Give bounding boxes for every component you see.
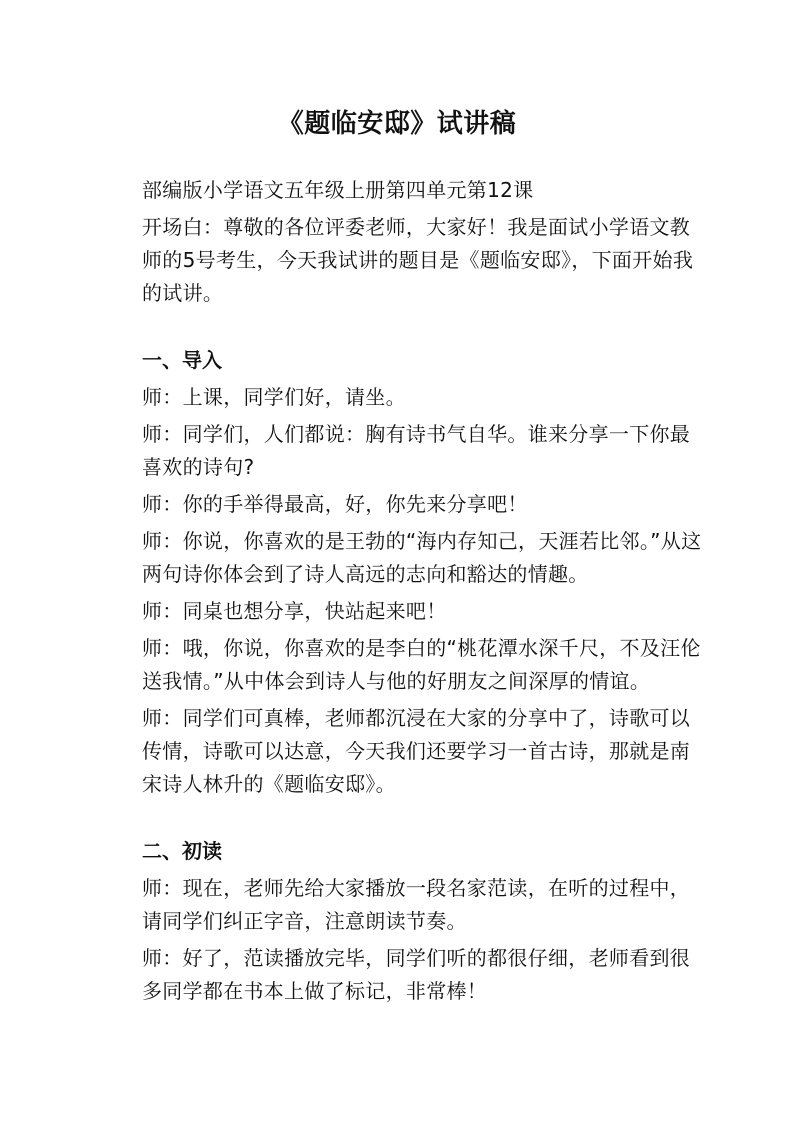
section-first-reading: [142, 835, 702, 1008]
paragraph: 师：好了，范读播放完毕，同学们听的都很仔细，老师看到很多同学都在书本上做了标记，非常棒！: [142, 946, 691, 1003]
section-heading: 二、初读: [142, 839, 222, 863]
opening-remarks: 开场白：尊敬的各位评委老师，大家好！我是面试小学语文教师的5号考生，今天我试讲的题目是《题临安邸》，下面开始我的试讲。: [142, 215, 694, 305]
paragraph: 师：你的手举得最高，好，你先来分享吧！: [142, 492, 528, 516]
section-intro: [142, 344, 702, 801]
document-body: [142, 174, 702, 1008]
paragraph: 师：同学们，人们都说：胸有诗书气自华。谁来分享一下你最喜欢的诗句?: [142, 422, 691, 479]
paragraph: 师：上课，同学们好，请坐。: [142, 385, 406, 409]
paragraph: 师：你说，你喜欢的是王勃的“海内存知己，天涯若比邻。”从这两句诗你体会到了诗人高远的志向和豁达的情趣。: [142, 529, 702, 586]
lesson-info: 部编版小学语文五年级上册第四单元第12课: [142, 178, 534, 202]
spacer: [142, 805, 702, 835]
paragraph: 师：哦，你说，你喜欢的是李白的“桃花潭水深千尺，不及汪伦送我情。”从中体会到诗人与他的好朋友之间深厚的情谊。: [142, 636, 701, 693]
document-title: 《题临安邸》试讲稿: [277, 109, 517, 139]
paragraph: 师：同学们可真棒，老师都沉浸在大家的分享中了，诗歌可以传情，诗歌可以达意，今天我们还要学习一首古诗，那就是南宋诗人林升的《题临安邸》。: [142, 706, 691, 796]
paragraph: 师：现在，老师先给大家播放一段名家范读，在听的过程中，请同学们纠正字音，注意朗读节奏。: [142, 876, 691, 933]
paragraph: 师：同桌也想分享，快站起来吧！: [142, 599, 447, 623]
section-heading: 一、导入: [142, 348, 222, 372]
spacer: [142, 314, 702, 344]
